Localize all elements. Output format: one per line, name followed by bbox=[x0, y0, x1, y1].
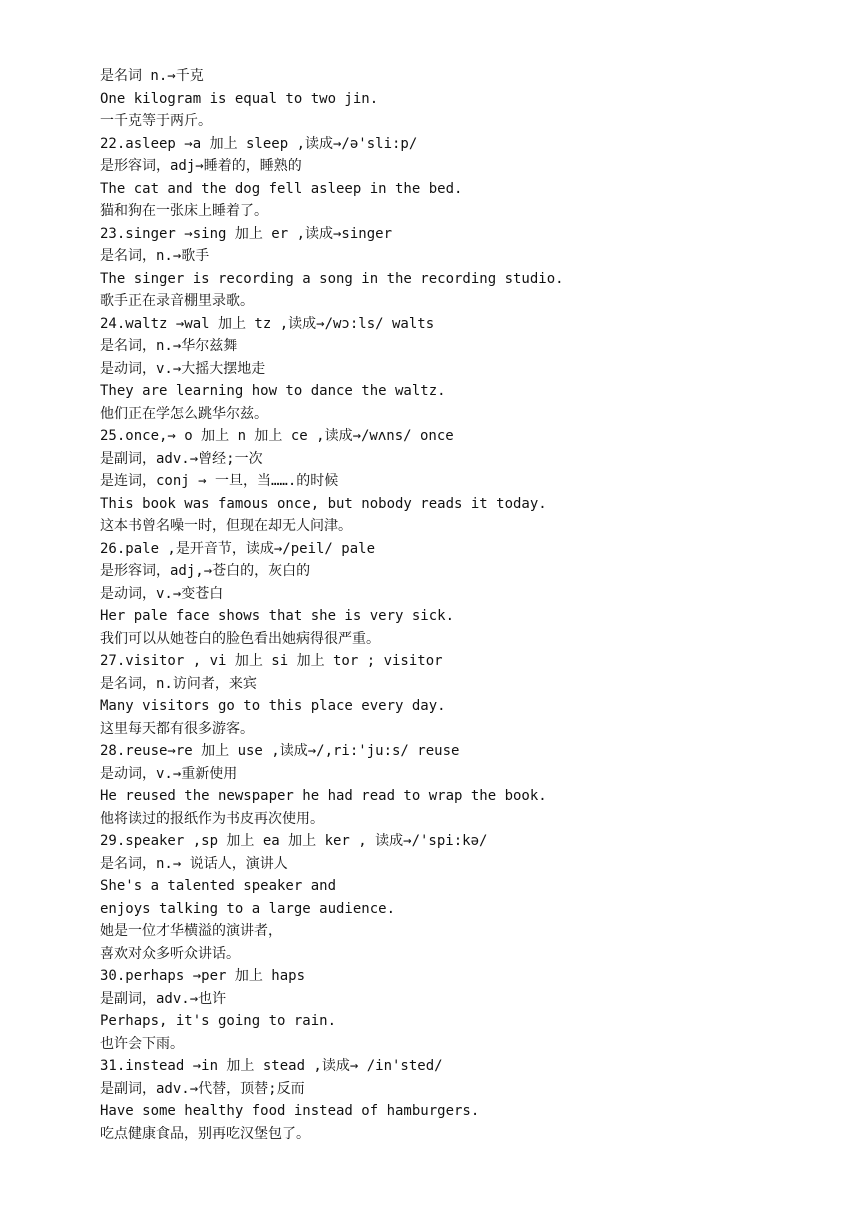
text-line: 是动词，v.→大摇大摆地走 bbox=[100, 360, 266, 377]
text-line: 吃点健康食品，别再吃汉堡包了。 bbox=[100, 1125, 310, 1142]
text-line: One kilogram is equal to two jin. bbox=[100, 90, 379, 107]
text-line: 我们可以从她苍白的脸色看出她病得很严重。 bbox=[100, 630, 380, 647]
text-line: 是连词，conj → 一旦，当…….的时候 bbox=[100, 473, 339, 489]
text-line: 是动词，v.→重新使用 bbox=[100, 765, 238, 782]
text-line: Her pale face shows that she is very sick. bbox=[100, 608, 455, 624]
entry-heading: 28.reuse→re 加上 use ,读成→/,ri:'ju:s/ reuse bbox=[100, 743, 460, 759]
text-line: Have some healthy food instead of hamburgers. bbox=[100, 1103, 480, 1119]
text-line: 是名词，n.→歌手 bbox=[100, 248, 210, 264]
text-line: She's a talented speaker and bbox=[100, 878, 337, 894]
text-line: 也许会下雨。 bbox=[100, 1035, 184, 1052]
text-line: The singer is recording a song in the recording studio. bbox=[100, 270, 564, 287]
text-line: 喜欢对众多听众讲话。 bbox=[100, 945, 240, 962]
text-line: 是名词，n.→ 说话人，演讲人 bbox=[100, 855, 288, 872]
text-line: 是副词，adv.→曾经;一次 bbox=[100, 450, 263, 467]
text-line: 是副词，adv.→也许 bbox=[100, 990, 227, 1007]
text-line: This book was famous once, but nobody reads it today. bbox=[100, 495, 547, 512]
entry-heading: 24.waltz →wal 加上 tz ,读成→/wɔ:ls/ walts bbox=[100, 315, 435, 332]
entry-heading: 30.perhaps →per 加上 haps bbox=[100, 968, 306, 984]
text-line: They are learning how to dance the waltz. bbox=[100, 383, 446, 399]
text-line: 猫和狗在一张床上睡着了。 bbox=[100, 203, 268, 219]
text-line: 他将读过的报纸作为书皮再次使用。 bbox=[100, 810, 324, 827]
text-line: 他们正在学怎么跳华尔兹。 bbox=[100, 405, 268, 422]
entry-heading: 22.asleep →a 加上 sleep ,读成→/ə'sli:p/ bbox=[100, 135, 418, 152]
text-line: Many visitors go to this place every day. bbox=[100, 698, 446, 714]
text-line: 是名词，n.→华尔兹舞 bbox=[100, 338, 238, 354]
text-line: Perhaps, it's going to rain. bbox=[100, 1013, 337, 1029]
text-line: 是形容词，adj→睡着的，睡熟的 bbox=[100, 158, 302, 174]
text-line: He reused the newspaper he had read to wrap the book. bbox=[100, 788, 547, 804]
text-line: 是副词，adv.→代替，顶替;反而 bbox=[100, 1080, 305, 1097]
text-line: 歌手正在录音棚里录歌。 bbox=[100, 293, 254, 309]
text-line: 是动词，v.→变苍白 bbox=[100, 585, 224, 602]
document-page bbox=[100, 65, 800, 1145]
text-line: 是名词 n.→千克 bbox=[100, 68, 204, 84]
entry-heading: 29.speaker ,sp 加上 ea 加上 ker , 读成→/'spi:kə/ bbox=[100, 833, 488, 849]
text-line: 是名词，n.访问者，来宾 bbox=[100, 675, 257, 692]
text-line: 一千克等于两斤。 bbox=[100, 113, 212, 129]
entry-heading: 23.singer →sing 加上 er ,读成→singer bbox=[100, 225, 393, 242]
text-line: 这本书曾名噪一时，但现在却无人问津。 bbox=[100, 518, 352, 534]
entry-heading: 26.pale ,是开音节，读成→/peil/ pale bbox=[100, 540, 376, 557]
text-line: 是形容词，adj,→苍白的，灰白的 bbox=[100, 563, 311, 579]
entry-heading: 31.instead →in 加上 stead ,读成→ /in'sted/ bbox=[100, 1058, 443, 1074]
entry-heading: 25.once,→ o 加上 n 加上 ce ,读成→/wʌns/ once bbox=[100, 428, 454, 444]
text-line: enjoys talking to a large audience. bbox=[100, 900, 396, 917]
text-line: 她是一位才华横溢的演讲者， bbox=[100, 923, 282, 939]
text-line: The cat and the dog fell asleep in the bed. bbox=[100, 180, 463, 197]
entry-heading: 27.visitor , vi 加上 si 加上 tor ; visitor bbox=[100, 653, 443, 669]
text-line: 这里每天都有很多游客。 bbox=[100, 720, 254, 737]
